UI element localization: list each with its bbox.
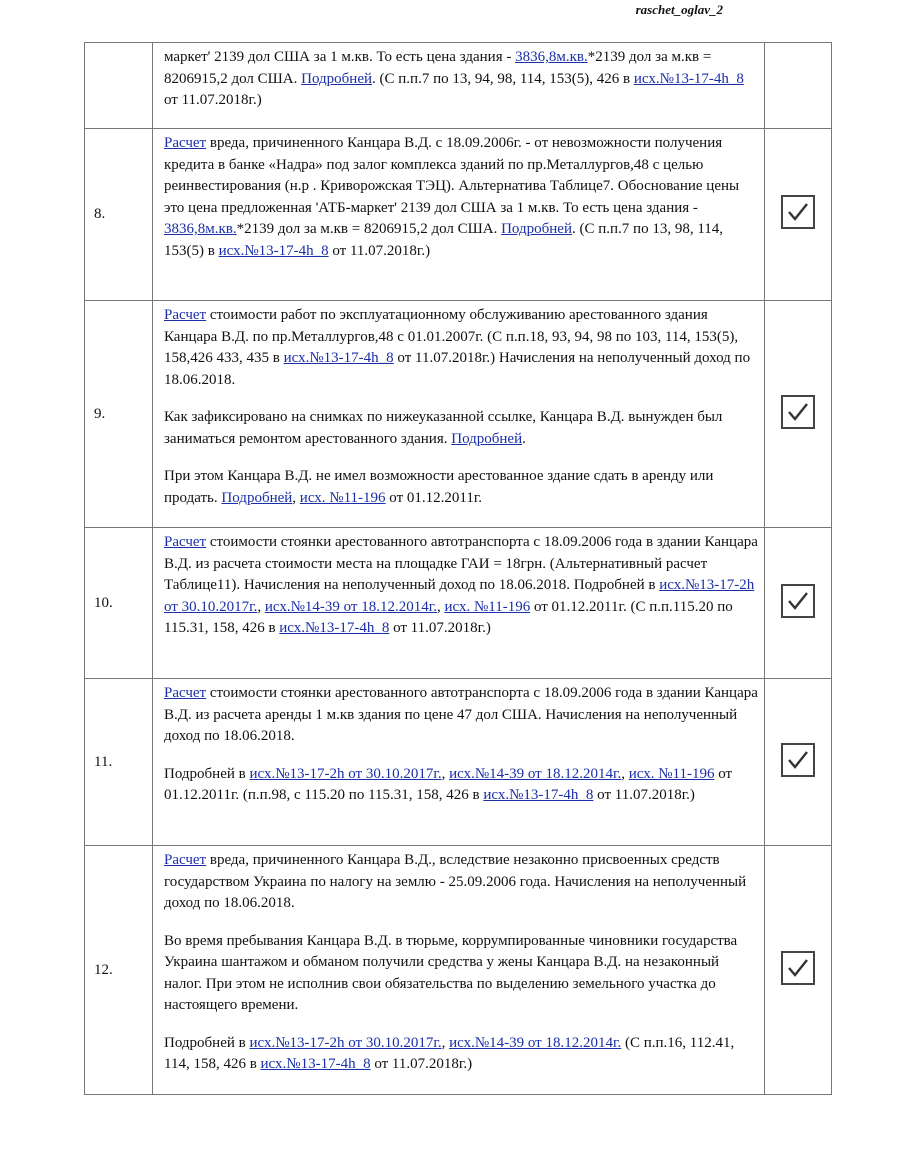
document-link[interactable]: исх. №11-196: [444, 598, 531, 615]
row-number: 9.: [85, 301, 153, 528]
details-link[interactable]: Подробней: [451, 430, 523, 447]
row-description: маркет' 2139 дол США за 1 м.кв. То есть цена здания - 3836,8м.кв.*2139 дол за м.кв = 8206915,2 дол США. Подробней. (С п.п.7 по 13, 94, 98, 114, 153(5), 426 в исх.№13-17-4h_8 от 11.07.2018г.): [153, 43, 765, 129]
table-row: [85, 43, 832, 129]
checked-checkbox-icon[interactable]: [780, 583, 816, 619]
row-description: Расчет стоимости работ по эксплуатационному обслуживанию арестованного здания Канцара В.Д. по пр.Металлургов,48 с 01.01.2007г. (С п.п.18, 93, 94, 98 по 103, 114, 153(5), 158,426 433, 435 в исх.№13-17-4h_8 от 11.07.2018г.) Начисления на неполученный доход по 18.06.2018. Как зафиксировано на снимках по нижеуказанной ссылке, Канцара В.Д. вынужден был заниматься ремонтом арестованного здания. Подробней. При этом Канцара В.Д. не имел возможности арестованное здание сдать в аренду или продать. Подробней, исх. №11-196 от 01.12.2011г.: [153, 301, 765, 528]
checked-checkbox-icon[interactable]: [780, 394, 816, 430]
document-link[interactable]: исх.№13-17-4h_8: [483, 787, 594, 803]
document-header: raschet_oglav_2: [635, 2, 723, 17]
document-link[interactable]: исх.№13-17-2h от 30.10.2017г.: [164, 577, 755, 615]
document-link[interactable]: исх.№14-39 от 18.12.2014г.: [264, 598, 437, 615]
details-link[interactable]: Подробней: [221, 489, 293, 506]
calculation-link[interactable]: Расчет: [164, 685, 207, 701]
row-description: Расчет стоимости стоянки арестованного автотранспорта с 18.09.2006 года в здании Канцара В.Д. из расчета аренды 1 м.кв здания по цене 47 дол США. Начисления на неполученный доход по 18.06.2018. Подробней в исх.№13-17-2h от 30.10.2017г., исх.№14-39 от 18.12.2014г., исх. №11-196 от 01.12.2011г. (п.п.98, с 115.20 по 115.31, 158, 426 в исх.№13-17-4h_8 от 11.07.2018г.): [153, 679, 765, 846]
document-link[interactable]: исх.№13-17-4h_8: [260, 1056, 371, 1072]
checkbox-cell: [765, 528, 832, 679]
checkbox-cell: [765, 679, 832, 846]
document-link[interactable]: исх. №11-196: [299, 489, 386, 506]
document-link[interactable]: исх.№13-17-4h_8: [218, 242, 329, 259]
checkbox-cell: [765, 43, 832, 129]
document-link[interactable]: исх.№13-17-4h_8: [633, 70, 744, 87]
table-row: [85, 528, 832, 679]
row-number: 8.: [85, 129, 153, 301]
area-link[interactable]: 3836,8м.кв.: [515, 49, 588, 65]
checkbox-cell: [765, 301, 832, 528]
area-link[interactable]: 3836,8м.кв.: [164, 221, 237, 237]
calculation-table: [84, 42, 832, 1095]
checked-checkbox-icon[interactable]: [780, 742, 816, 778]
document-link[interactable]: исх.№13-17-2h от 30.10.2017г.: [249, 765, 442, 782]
row-description: Расчет стоимости стоянки арестованного автотранспорта с 18.09.2006 года в здании Канцара В.Д. из расчета стоимости места на площадке ГАИ = 18грн. (Альтернативный расчет Таблице11). Начисления на неполученный доход по 18.06.2018. Подробней в исх.№13-17-2h от 30.10.2017г., исх.№14-39 от 18.12.2014г., исх. №11-196 от 01.12.2011г. (С п.п.115.20 по 115.31, 158, 426 в исх.№13-17-4h_8 от 11.07.2018г.): [153, 528, 765, 679]
checked-checkbox-icon[interactable]: [780, 950, 816, 986]
document-link[interactable]: исх.№13-17-4h_8: [283, 350, 394, 366]
calculation-link[interactable]: Расчет: [164, 307, 207, 323]
checkbox-cell: [765, 846, 832, 1095]
row-number: 11.: [85, 679, 153, 846]
calculation-link[interactable]: Расчет: [164, 852, 207, 868]
document-link[interactable]: исх.№14-39 от 18.12.2014г.: [449, 765, 622, 782]
document-link[interactable]: исх.№13-17-4h_8: [279, 620, 390, 636]
table-row: [85, 846, 832, 1095]
document-link[interactable]: исх. №11-196: [628, 765, 715, 782]
row-number: 12.: [85, 846, 153, 1095]
details-link[interactable]: Подробней: [501, 221, 572, 237]
document-link[interactable]: исх.№13-17-2h от 30.10.2017г.: [249, 1034, 442, 1051]
table-row: [85, 301, 832, 528]
checkbox-cell: [765, 129, 832, 301]
table-row: [85, 679, 832, 846]
row-description: Расчет вреда, причиненного Канцара В.Д., вследствие незаконно присвоенных средств государством Украина по налогу на землю - 25.09.2006 года. Начисления на неполученный доход по 18.06.2018. Во время пребывания Канцара В.Д. в тюрьме, коррумпированные чиновники государства Украина шантажом и обманом получили средства у жены Канцара В.Д. на незаконный налог. При этом не исполнив свои обязательства по выделению земельного участка до настоящего времени. Подробней в исх.№13-17-2h от 30.10.2017г., исх.№14-39 от 18.12.2014г. (С п.п.16, 112.41, 114, 158, 426 в исх.№13-17-4h_8 от 11.07.2018г.): [153, 846, 765, 1095]
row-number: 10.: [85, 528, 153, 679]
details-link[interactable]: Подробней: [301, 70, 373, 87]
calculation-link[interactable]: Расчет: [164, 534, 207, 550]
document-link[interactable]: исх.№14-39 от 18.12.2014г.: [449, 1034, 622, 1051]
row-description: Расчет вреда, причиненного Канцара В.Д. с 18.09.2006г. - от невозможности получения кредита в банке «Надра» под залог комплекса зданий по пр.Металлургов,48 с целью реинвестирования (н.р . Криворожская ТЭЦ). Альтернатива Таблице7. Обоснование цены это цена предложенная 'АТБ-маркет' 2139 дол США за 1 м.кв. То есть цена здания - 3836,8м.кв.*2139 дол за м.кв = 8206915,2 дол США. Подробней. (С п.п.7 по 13, 98, 114, 153(5) в исх.№13-17-4h_8 от 11.07.2018г.): [153, 129, 765, 301]
calculation-link[interactable]: Расчет: [164, 135, 207, 151]
checked-checkbox-icon[interactable]: [780, 194, 816, 230]
table-row: [85, 129, 832, 301]
row-number: [85, 43, 153, 129]
